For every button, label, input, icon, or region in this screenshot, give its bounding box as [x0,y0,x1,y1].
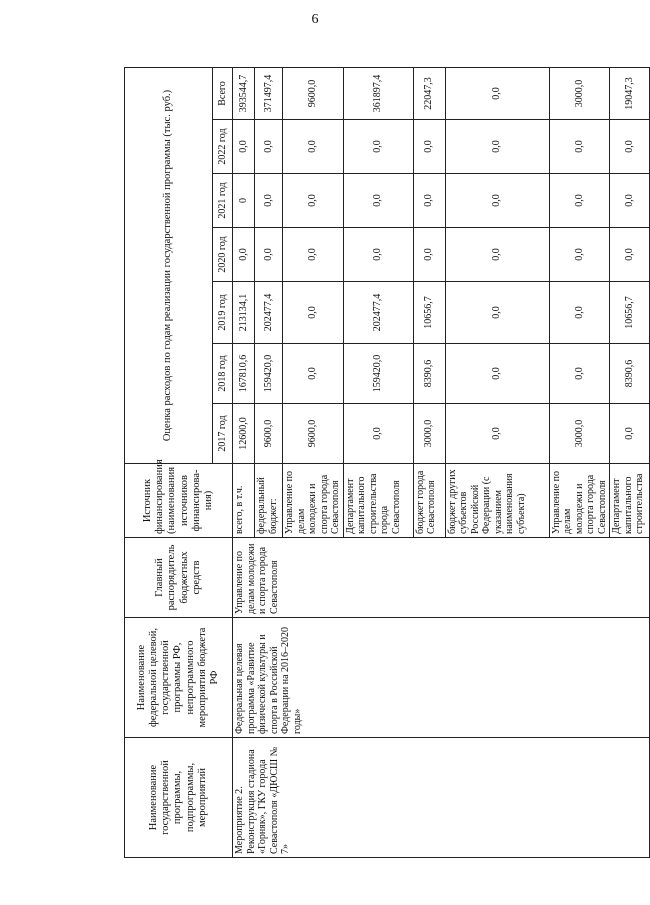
source-cell: всего, в т.ч. [233,464,255,538]
row-program: Федеральная целевая программа «Развитие физической культуры и спорта в Российской Федерации на 2016–2020 годы» [233,618,650,738]
value-cell: 10656,7 [610,282,650,344]
total-cell: 3000,0 [549,67,610,119]
value-cell: 0,0 [549,228,610,282]
value-cell: 0,0 [610,404,650,464]
header-distributor: Главный распорядитель бюджетных средств [125,538,233,618]
value-cell: 0,0 [283,174,344,228]
value-cell: 0,0 [549,120,610,174]
value-cell: 0,0 [445,228,549,282]
source-cell: бюджет других субъектов Российской Федерации (с указанием наименования субъекта) [445,464,549,538]
source-cell: Управление по делам молодежи и спорта города Севастополя [283,464,344,538]
value-cell: 0,0 [343,404,413,464]
value-cell: 0,0 [283,282,344,344]
row-distributor: Управление по делам молодежи и спорта города Севастополя [233,538,650,618]
value-cell: 0,0 [445,404,549,464]
value-cell: 0,0 [413,174,445,228]
value-cell: 0,0 [549,282,610,344]
value-cell: 202477,4 [255,282,283,344]
total-cell: 371497,4 [255,67,283,119]
value-cell: 159420,0 [255,344,283,404]
value-cell: 0,0 [343,174,413,228]
total-cell: 361897,4 [343,67,413,119]
value-cell: 0,0 [549,174,610,228]
total-cell: 19047,3 [610,67,650,119]
value-cell: 0,0 [233,228,255,282]
header-source: Источник финансирования (наименования источников финансирова-ния) [125,464,233,538]
source-cell: Департамент капитального строительства [610,464,650,538]
value-cell: 0,0 [255,228,283,282]
value-cell: 0,0 [413,228,445,282]
value-cell: 0,0 [343,228,413,282]
value-cell: 12600,0 [233,404,255,464]
header-measure: Наименование государственной программы, подпрограммы, мероприятий [125,738,233,858]
value-cell: 10656,7 [413,282,445,344]
value-cell: 0,0 [445,344,549,404]
table-row [233,67,255,857]
budget-table [124,67,650,858]
value-cell: 0 [233,174,255,228]
rotated-table-container [124,68,645,858]
header-year: 2018 год [213,344,233,404]
value-cell: 3000,0 [549,404,610,464]
page-number: 6 [311,12,319,27]
total-cell: 22047,3 [413,67,445,119]
header-estimate: Оценка расходов по годам реализации государственной программы (тыс. руб.) [125,67,213,463]
value-cell: 3000,0 [413,404,445,464]
value-cell: 0,0 [233,120,255,174]
value-cell: 9600,0 [283,404,344,464]
source-cell: федеральный бюджет: [255,464,283,538]
value-cell: 0,0 [549,344,610,404]
source-cell: бюджет города Севастополя [413,464,445,538]
value-cell: 0,0 [283,344,344,404]
value-cell: 0,0 [610,228,650,282]
value-cell: 0,0 [255,120,283,174]
value-cell: 0,0 [445,174,549,228]
value-cell: 0,0 [255,174,283,228]
header-program: Наименование федеральной целевой, государственной программы РФ, непрограммного мероприятия бюджета РФ [125,618,233,738]
value-cell: 0,0 [610,174,650,228]
value-cell: 0,0 [610,120,650,174]
header-total: Всего [213,67,233,119]
value-cell: 0,0 [445,282,549,344]
value-cell: 0,0 [283,120,344,174]
total-cell: 9600,0 [283,67,344,119]
source-cell: Управление по делам молодежи и спорта города Севастополя [549,464,610,538]
total-cell: 393544,7 [233,67,255,119]
value-cell: 0,0 [445,120,549,174]
header-year: 2017 год [213,404,233,464]
value-cell: 0,0 [283,228,344,282]
header-year: 2022 год [213,120,233,174]
value-cell: 8390,6 [610,344,650,404]
value-cell: 0,0 [413,120,445,174]
header-year: 2019 год [213,282,233,344]
value-cell: 159420,0 [343,344,413,404]
row-measure: Мероприятие 2. Реконструкция стадиона «Горняк», ГКУ города Севастополя «ДЮСШ № 7» [233,738,650,858]
value-cell: 0,0 [343,120,413,174]
value-cell: 202477,4 [343,282,413,344]
value-cell: 167810,6 [233,344,255,404]
total-cell: 0,0 [445,67,549,119]
header-year: 2020 год [213,228,233,282]
header-year: 2021 год [213,174,233,228]
source-cell: Департамент капитального строительства города Севастополя [343,464,413,538]
value-cell: 9600,0 [255,404,283,464]
value-cell: 213134,1 [233,282,255,344]
value-cell: 8390,6 [413,344,445,404]
